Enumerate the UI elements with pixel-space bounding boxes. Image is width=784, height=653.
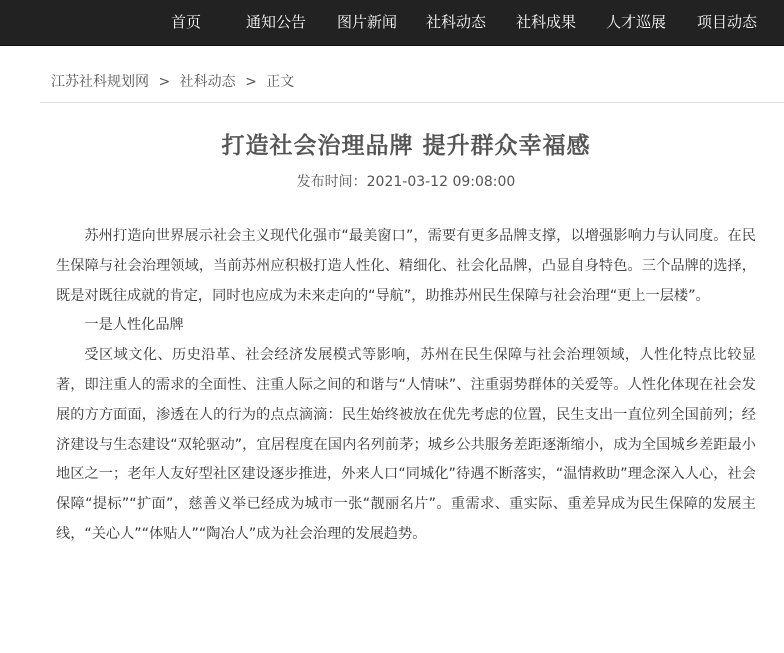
nav-item-talent-showcase[interactable]: 人才巡展 <box>606 13 667 31</box>
nav-item-social-science-results[interactable]: 社科成果 <box>516 13 577 31</box>
nav-item-project-news[interactable]: 项目动态 <box>697 13 758 31</box>
article-paragraph: 苏州打造向世界展示社会主义现代化强市“最美窗口”，需要有更多品牌支撑，以增强影响力与认同度。在民生保障与社会治理领域，当前苏州应积极打造人性化、精细化、社会化品牌，凸显自身特色。三个品牌的选择，既是对既往成就的肯定，同时也应成为未来走向的“导航”，助推苏州民生保障与社会治理“更上一层楼”。 <box>56 228 756 304</box>
breadcrumb-link-home[interactable]: 江苏社科规划网 <box>51 74 149 90</box>
article-title: 打造社会治理品牌 提升群众幸福感 <box>221 133 591 159</box>
breadcrumb-link-section[interactable]: 社科动态 <box>179 74 236 90</box>
nav-item-notices[interactable]: 通知公告 <box>246 13 307 31</box>
nav-item-home[interactable]: 首页 <box>171 13 202 31</box>
article-body <box>56 222 756 550</box>
top-navigation-bar <box>0 0 784 46</box>
publish-date: 发布时间：2021-03-12 09:08:00 <box>296 174 516 190</box>
breadcrumb-separator: > <box>245 74 257 90</box>
article-paragraph: 受区域文化、历史沿革、社会经济发展模式等影响，苏州在民生保障与社会治理领域，人性化特点比较显著，即注重人的需求的全面性、注重人际之间的和谐与“人情味”、注重弱势群体的关爱等。人性化体现在社会发展的方方面面，渗透在人的行为的点点滴滴：民生始终被放在优先考虑的位置，民生支出一直位列全国前列；经济建设与生态建设“双轮驱动”，宜居程度在国内名列前茅；城乡公共服务差距逐渐缩小，成为全国城乡差距最小地区之一；老年人友好型社区建设逐步推进，外来人口“同城化”待遇不断落实，“温情救助”理念深入人心，社会保障“提标”“扩面”，慈善义举已经成为城市一张“靓丽名片”。重需求、重实际、重差异成为民生保障的发展主线，“关心人”“体贴人”“陶冶人”成为社会治理的发展趋势。 <box>56 347 756 542</box>
breadcrumb-divider <box>40 102 784 103</box>
breadcrumb-separator: > <box>158 74 171 90</box>
article-subheading: 一是人性化品牌 <box>84 317 184 334</box>
breadcrumb <box>51 71 294 91</box>
nav-item-social-science-news[interactable]: 社科动态 <box>426 13 487 31</box>
nav-item-photo-news[interactable]: 图片新闻 <box>337 13 398 31</box>
breadcrumb-current: 正文 <box>266 74 295 90</box>
